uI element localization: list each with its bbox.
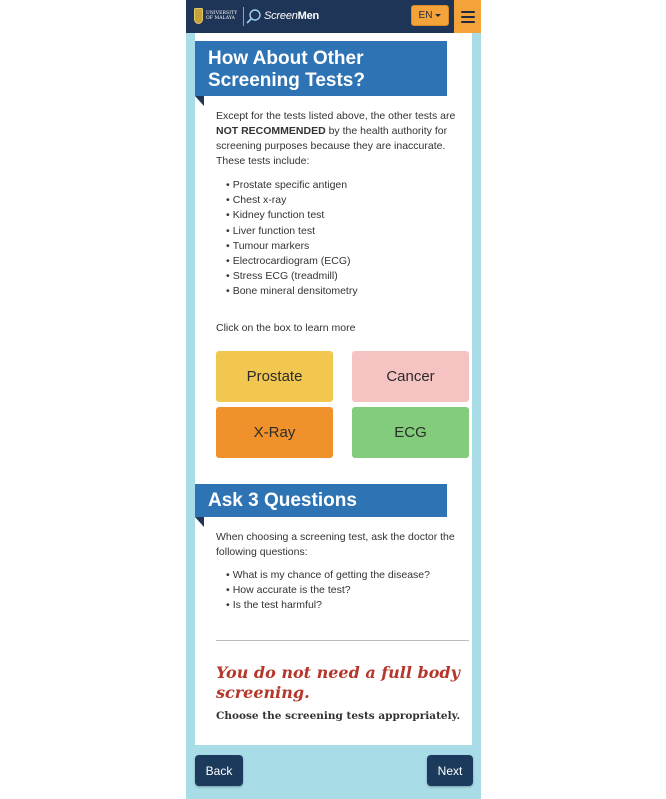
menu-bar-icon: [461, 16, 475, 18]
university-crest-icon: [194, 8, 203, 24]
list-item: • How accurate is the test?: [226, 583, 456, 598]
questions-list: [226, 568, 456, 614]
brand-name-light: Screen: [264, 10, 298, 22]
divider: [216, 640, 469, 641]
list-item: • Is the test harmful?: [226, 598, 456, 613]
ecg-tile[interactable]: [352, 407, 469, 458]
test-list: [226, 178, 456, 300]
content-card: [195, 33, 472, 745]
list-item: • Prostate specific antigen: [226, 178, 456, 193]
brand-name: [264, 10, 319, 22]
tile-label: Prostate: [246, 368, 303, 385]
magnifier-logo-icon: [246, 8, 262, 24]
app-screen: [186, 0, 481, 799]
ribbon-fold: [195, 517, 204, 527]
list-item: • What is my chance of getting the disease?: [226, 568, 456, 583]
tile-label: X-Ray: [253, 424, 296, 441]
list-item: • Liver function test: [226, 224, 456, 239]
tile-label: Cancer: [386, 368, 435, 385]
university-logo-text: UNIVERSITY OF MALAYA: [206, 11, 238, 21]
university-logo[interactable]: [194, 7, 242, 25]
list-item: • Electrocardiogram (ECG): [226, 254, 456, 269]
callout-subtext: Choose the screening tests appropriately.: [216, 710, 461, 722]
logo-divider: [243, 7, 244, 26]
cancer-tile[interactable]: [352, 351, 469, 402]
list-item: • Tumour markers: [226, 239, 456, 254]
brand-name-bold: Men: [297, 10, 320, 22]
list-item: • Stress ECG (treadmill): [226, 269, 456, 284]
prostate-tile[interactable]: [216, 351, 333, 402]
menu-bar-icon: [461, 21, 475, 23]
ribbon-fold: [195, 96, 204, 106]
next-button[interactable]: Next: [427, 755, 473, 786]
intro-part2: by the health authority for screening purposes because they are inaccurate. These tests include:: [216, 125, 448, 167]
tile-label: ECG: [394, 424, 427, 441]
hamburger-menu-button[interactable]: [454, 0, 481, 33]
list-item: • Chest x-ray: [226, 193, 456, 208]
questions-intro: When choosing a screening test, ask the doctor the following questions:: [216, 531, 455, 558]
not-recommended-emphasis: NOT RECOMMENDED: [216, 125, 326, 137]
intro-part1: Except for the tests listed above, the other tests are: [216, 110, 456, 122]
language-dropdown[interactable]: [411, 5, 449, 26]
screenmen-logo[interactable]: [246, 6, 319, 26]
section-title-ask-questions: Ask 3 Questions: [195, 484, 447, 517]
click-hint: Click on the box to learn more: [216, 322, 356, 334]
top-navbar: [186, 0, 481, 33]
menu-bar-icon: [461, 11, 475, 13]
caret-down-icon: [435, 14, 441, 17]
list-item: • Kidney function test: [226, 208, 456, 223]
list-item: • Bone mineral densitometry: [226, 284, 456, 299]
x-ray-tile[interactable]: [216, 407, 333, 458]
section-title-other-tests: How About Other Screening Tests?: [195, 41, 447, 96]
language-label: EN: [418, 10, 433, 21]
callout-headline: You do not need a full body screening.: [216, 663, 460, 702]
other-tests-intro: [216, 109, 462, 169]
back-button[interactable]: Back: [195, 755, 243, 786]
